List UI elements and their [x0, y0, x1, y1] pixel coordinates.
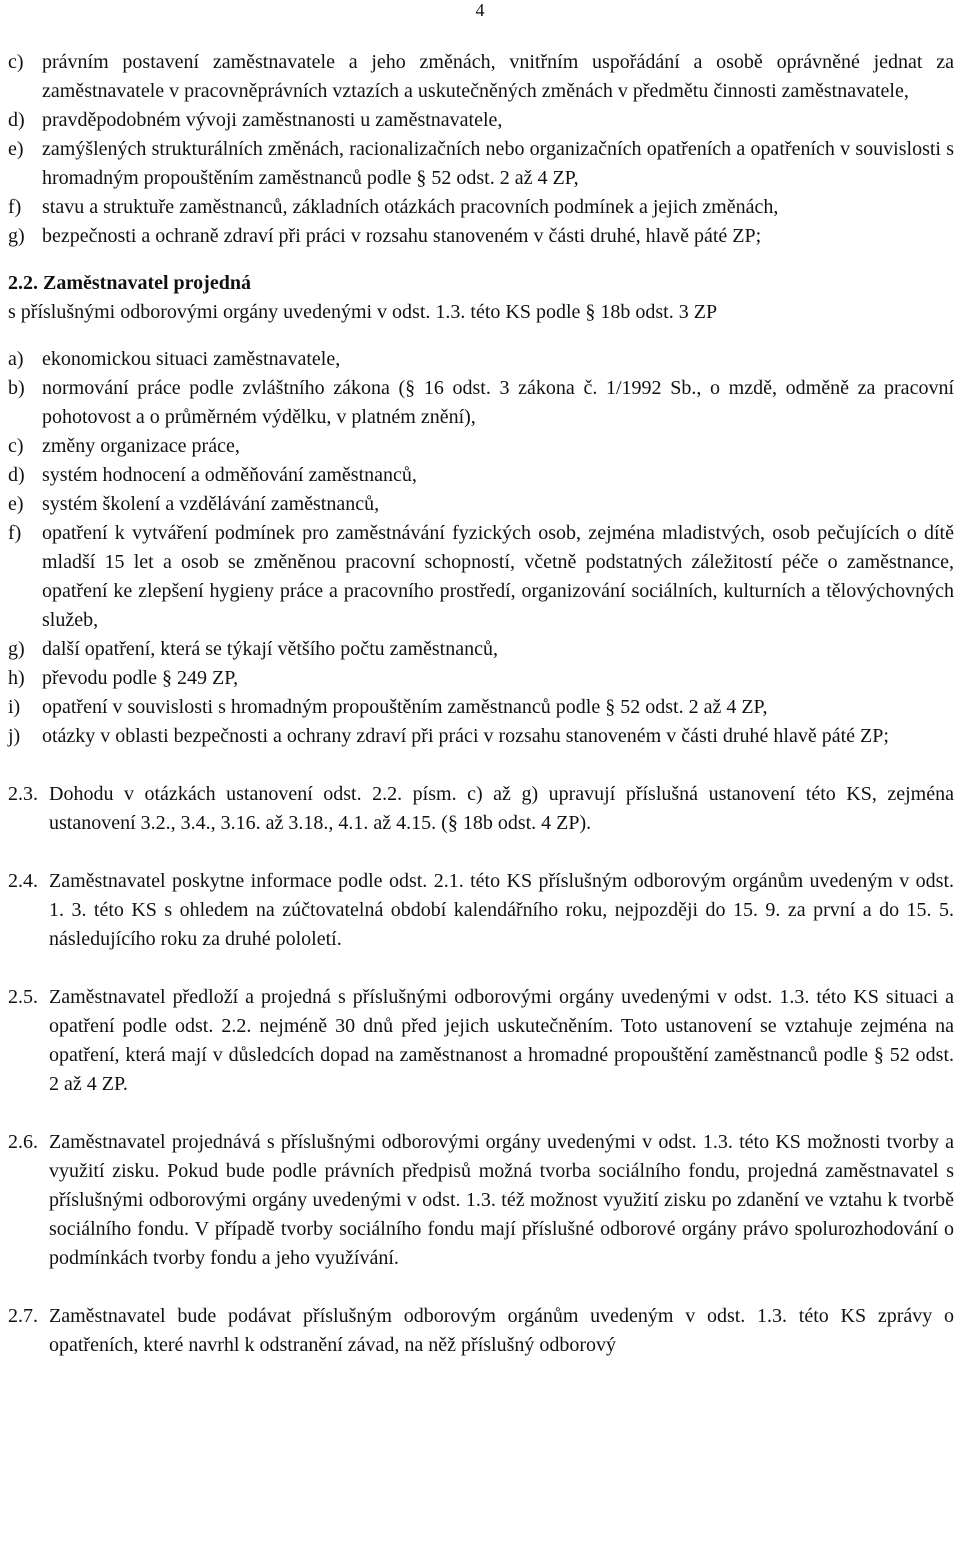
list-item-text: opatření v souvislosti s hromadným propouštěním zaměstnanců podle § 52 odst. 2 až 4 ZP,	[42, 696, 768, 718]
list-marker: g)	[8, 638, 25, 660]
section-2-5	[8, 983, 954, 1099]
list-item	[8, 461, 954, 490]
list-item-text: stavu a struktuře zaměstnanců, základních otázkách pracovních podmínek a jejich změnách,	[42, 196, 779, 218]
list-marker: f)	[8, 196, 22, 218]
section-2-6	[8, 1128, 954, 1273]
list-item-text: právním postavení zaměstnavatele a jeho změnách, vnitřním uspořádání a osobě oprávněné jednat za zaměstnavatele v pracovněprávních vztazích a uskutečněných změnách v předmětu činnosti zaměstnavatele,	[42, 51, 954, 102]
section-2-4	[8, 867, 954, 954]
list-item	[8, 490, 954, 519]
list-marker: g)	[8, 225, 25, 247]
page-number: 4	[475, 0, 485, 20]
section-text: Zaměstnavatel bude podávat příslušným odborovým orgánům uvedeným v odst. 1.3. této KS zprávy o opatřeních, které navrhl k odstranění závad, na něž příslušný odborový	[49, 1305, 954, 1356]
list-marker: c)	[8, 435, 24, 457]
section-2-2	[8, 269, 954, 327]
section-number: 2.4.	[8, 870, 38, 892]
list-item	[8, 106, 954, 135]
list-marker: e)	[8, 493, 24, 515]
list-item	[8, 374, 954, 432]
section-text: Zaměstnavatel poskytne informace podle odst. 2.1. této KS příslušným odborovým orgánům uvedeným v odst. 1. 3. této KS s ohledem na zúčtovatelná období kalendářního roku, nejpozději do 15. 9. za první a do 15. 5. následujícího roku za druhé pololetí.	[49, 870, 954, 950]
list-marker: i)	[8, 696, 21, 718]
list-marker: b)	[8, 377, 25, 399]
section-number: 2.5.	[8, 986, 38, 1008]
list-item	[8, 48, 954, 106]
list-item-text: normování práce podle zvláštního zákona (§ 16 odst. 3 zákona č. 1/1992 Sb., o mzdě, odměně za pracovní pohotovost a o průměrném výdělku, v platném znění),	[42, 377, 954, 428]
list-item	[8, 432, 954, 461]
document-body	[8, 48, 954, 1360]
list-item-text: systém hodnocení a odměňování zaměstnanců,	[42, 464, 417, 486]
list-item-text: ekonomickou situaci zaměstnavatele,	[42, 348, 341, 370]
list-item	[8, 693, 954, 722]
list-item	[8, 193, 954, 222]
list-item	[8, 135, 954, 193]
section-number: 2.3.	[8, 783, 38, 805]
list-item-text: zamýšlených strukturálních změnách, racionalizačních nebo organizačních opatřeních a opatřeních v souvislosti s hromadným propouštěním zaměstnanců podle § 52 odst. 2 až 4 ZP,	[42, 138, 954, 189]
list-marker: a)	[8, 348, 24, 370]
list-item-text: převodu podle § 249 ZP,	[42, 667, 239, 689]
section-text: Zaměstnavatel projednává s příslušnými odborovými orgány uvedenými v odst. 1.3. této KS možnosti tvorby a využití zisku. Pokud bude podle právních předpisů možná tvorba sociálního fondu, projedná zaměstnavatel s příslušnými odborovými orgány uvedenými v odst. 1.3. též možnost využití zisku po zdanění ve vztahu k tvorbě sociálního fondu. V případě tvorby sociálního fondu mají příslušné odborové orgány právo spolurozhodování o podmínkách tvorby fondu a jeho využívání.	[49, 1131, 954, 1269]
list-marker: h)	[8, 667, 25, 689]
section-2-3	[8, 780, 954, 838]
list-item	[8, 664, 954, 693]
list-item-text: pravděpodobném vývoji zaměstnanosti u zaměstnavatele,	[42, 109, 503, 131]
information-list	[8, 48, 954, 251]
section-text: Dohodu v otázkách ustanovení odst. 2.2. písm. c) až g) upravují příslušná ustanovení této KS, zejména ustanovení 3.2., 3.4., 3.16. až 3.18., 4.1. až 4.15. (§ 18b odst. 4 ZP).	[49, 783, 954, 834]
list-item	[8, 222, 954, 251]
list-marker: f)	[8, 522, 22, 544]
list-item	[8, 345, 954, 374]
list-item-text: další opatření, která se týkají většího počtu zaměstnanců,	[42, 638, 498, 660]
list-marker: j)	[8, 725, 21, 747]
section-number: 2.6.	[8, 1131, 38, 1153]
list-item-text: bezpečnosti a ochraně zdraví při práci v rozsahu stanoveném v části druhé, hlavě páté ZP;	[42, 225, 762, 247]
section-intro: s příslušnými odborovými orgány uvedenými v odst. 1.3. této KS podle § 18b odst. 3 ZP	[8, 301, 718, 323]
list-item-text: změny organizace práce,	[42, 435, 240, 457]
negotiation-list	[8, 345, 954, 751]
list-item-text: opatření k vytváření podmínek pro zaměstnávání fyzických osob, zejména mladistvých, osob pečujících o dítě mladší 15 let a osob se změněnou pracovní schopností, včetně podstatných záležitostí péče o zaměstnance, opatření ke zlepšení hygieny práce a pracovního prostředí, organizování sociálních, kulturních a tělovýchovných služeb,	[42, 522, 954, 631]
section-number: 2.7.	[8, 1305, 38, 1327]
list-item	[8, 519, 954, 635]
list-item-text: otázky v oblasti bezpečnosti a ochrany zdraví při práci v rozsahu stanoveném v části druhé hlavě páté ZP;	[42, 725, 889, 747]
section-text: Zaměstnavatel předloží a projedná s příslušnými odborovými orgány uvedenými v odst. 1.3. této KS situaci a opatření podle odst. 2.2. nejméně 30 dnů před jejich uskutečněním. Toto ustanovení se vztahuje zejména na opatření, která mají v důsledcích dopad na zaměstnanost a hromadné propouštění zaměstnanců podle § 52 odst. 2 až 4 ZP.	[49, 986, 954, 1095]
list-item	[8, 635, 954, 664]
list-marker: d)	[8, 464, 25, 486]
list-marker: d)	[8, 109, 25, 131]
list-item	[8, 722, 954, 751]
list-marker: e)	[8, 138, 24, 160]
list-marker: c)	[8, 51, 24, 73]
section-2-7	[8, 1302, 954, 1360]
list-item-text: systém školení a vzdělávání zaměstnanců,	[42, 493, 380, 515]
section-heading: 2.2. Zaměstnavatel projedná	[8, 272, 251, 294]
